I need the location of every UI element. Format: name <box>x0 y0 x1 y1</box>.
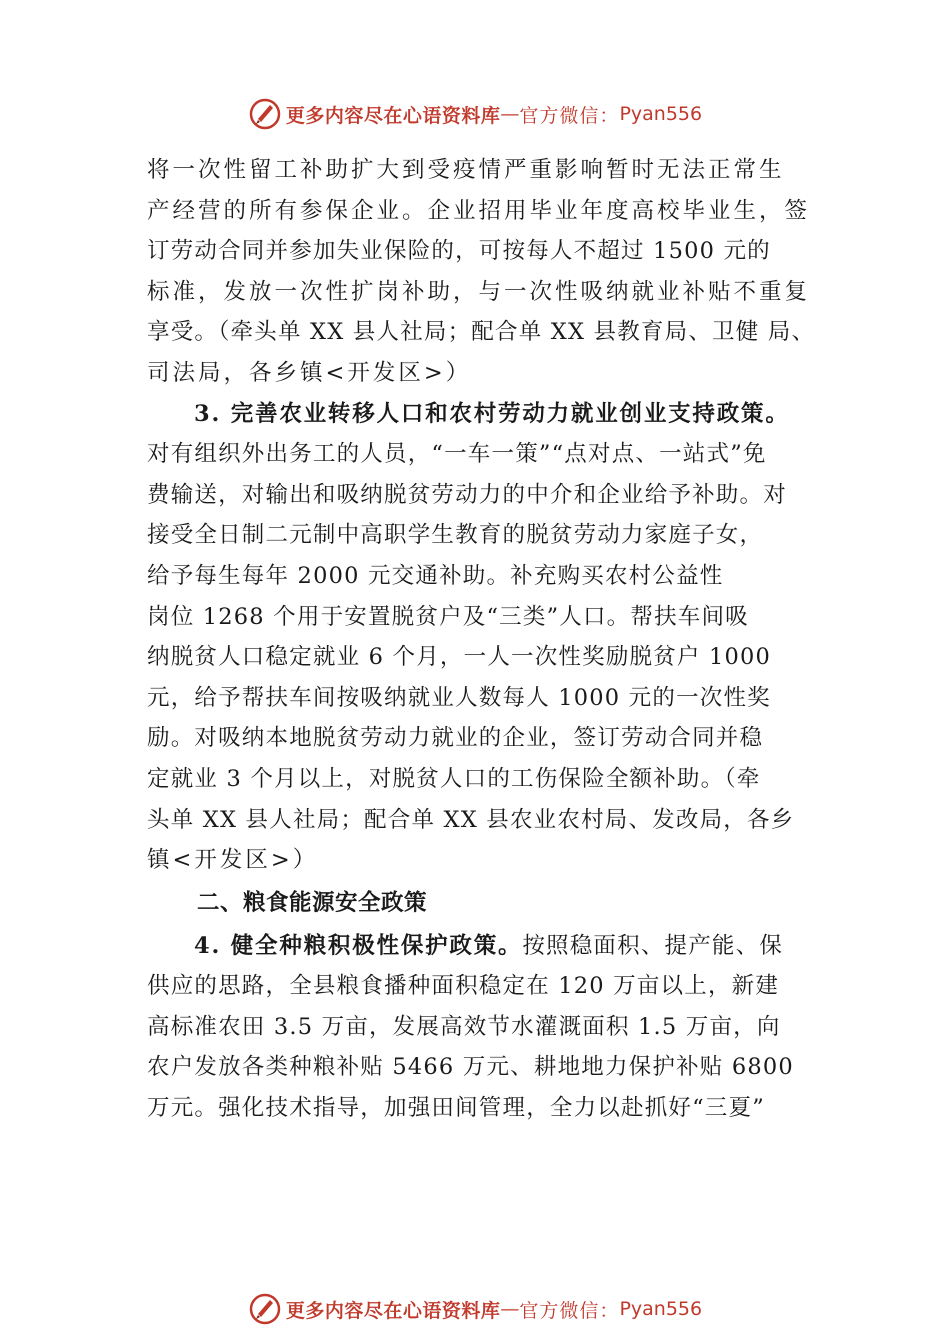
footer-banner <box>0 1289 950 1329</box>
text-line: 镇<开发区>） <box>147 847 319 874</box>
text-line: 高标准农田 3.5 万亩，发展高效节水灌溉面积 1.5 万亩，向 <box>147 1013 781 1040</box>
text-line: 纳脱贫人口稳定就业 6 个月，一人一次性奖励脱贫户 1000 <box>147 644 772 671</box>
banner-wechat-label: 官方微信： <box>519 1299 620 1322</box>
text-line: 岗位 1268 个用于安置脱贫户及“三类”人口。帮扶车间吸 <box>147 603 749 630</box>
text-line: 供应的思路，全县粮食播种面积稳定在 120 万亩以上，新建 <box>147 973 780 1000</box>
text-line: 将一次性留工补助扩大到受疫情严重影响暂时无法正常生 <box>147 157 785 183</box>
header-banner <box>0 94 950 134</box>
text-line: 费输送，对输出和吸纳脱贫劳动力的中介和企业给予补助。对 <box>147 481 787 508</box>
document-body <box>147 150 827 1129</box>
banner-wechat-id: Pyan556 <box>619 103 703 125</box>
text-line: 订劳动合同并参加失业保险的，可按每人不超过 1500 元的 <box>147 238 771 265</box>
brand-logo-icon <box>248 1292 282 1326</box>
text-line: 头单 XX 县人社局；配合单 XX 县农业农村局、发改局，各乡 <box>147 806 795 833</box>
text-line: 万元。强化技术指导，加强田间管理，全力以赴抓好“三夏” <box>147 1095 765 1122</box>
text-line: 享受。（牵头单 XX 县人社局；配合单 XX 县教育局、卫健 局、 <box>147 319 816 346</box>
text-line: 元，给予帮扶车间按吸纳就业人数每人 1000 元的一次性奖 <box>147 684 771 711</box>
banner-wechat-label: 官方微信： <box>519 104 620 127</box>
banner-brand: 更多内容尽在心语资料库 <box>285 104 501 127</box>
policy-item-heading <box>147 394 827 435</box>
section-heading: 二、粮食能源安全政策 <box>197 889 428 916</box>
text-line: 励。对吸纳本地脱贫劳动力就业的企业，签订劳动合同并稳 <box>147 725 764 752</box>
text-line: 给予每生每年 2000 元交通补助。补充购买农村公益性 <box>147 562 724 589</box>
text-line: 司法局，各乡镇<开发区>） <box>147 359 472 386</box>
banner-brand: 更多内容尽在心语资料库 <box>285 1299 501 1322</box>
policy-item-title: 3. 完善农业转移人口和农村劳动力就业创业支持政策。 <box>194 400 790 427</box>
policy-item-title: 4. 健全种粮积极性保护政策。 <box>194 932 523 959</box>
brand-logo-icon <box>248 97 282 131</box>
text-line: 标准，发放一次性扩岗补助，与一次性吸纳就业补贴不重复 <box>147 278 811 305</box>
text-line: 农户发放各类种粮补贴 5466 万元、耕地地力保护补贴 6800 <box>147 1054 794 1081</box>
text-line: 产经营的所有参保企业。企业招用毕业年度高校毕业生，签 <box>147 197 811 224</box>
text-line: 定就业 3 个月以上，对脱贫人口的工伤保险全额补助。（牵 <box>147 765 761 792</box>
banner-separator: — <box>500 1298 520 1320</box>
policy-item-heading <box>147 926 827 967</box>
policy-item-text: 按照稳面积、提产能、保 <box>522 932 784 959</box>
banner-separator: — <box>500 103 520 125</box>
banner-wechat-id: Pyan556 <box>619 1298 703 1320</box>
text-line: 对有组织外出务工的人员，“一车一策”“点对点、一站式”免 <box>147 441 767 468</box>
text-line: 接受全日制二元制中高职学生教育的脱贫劳动力家庭子女， <box>147 522 764 549</box>
